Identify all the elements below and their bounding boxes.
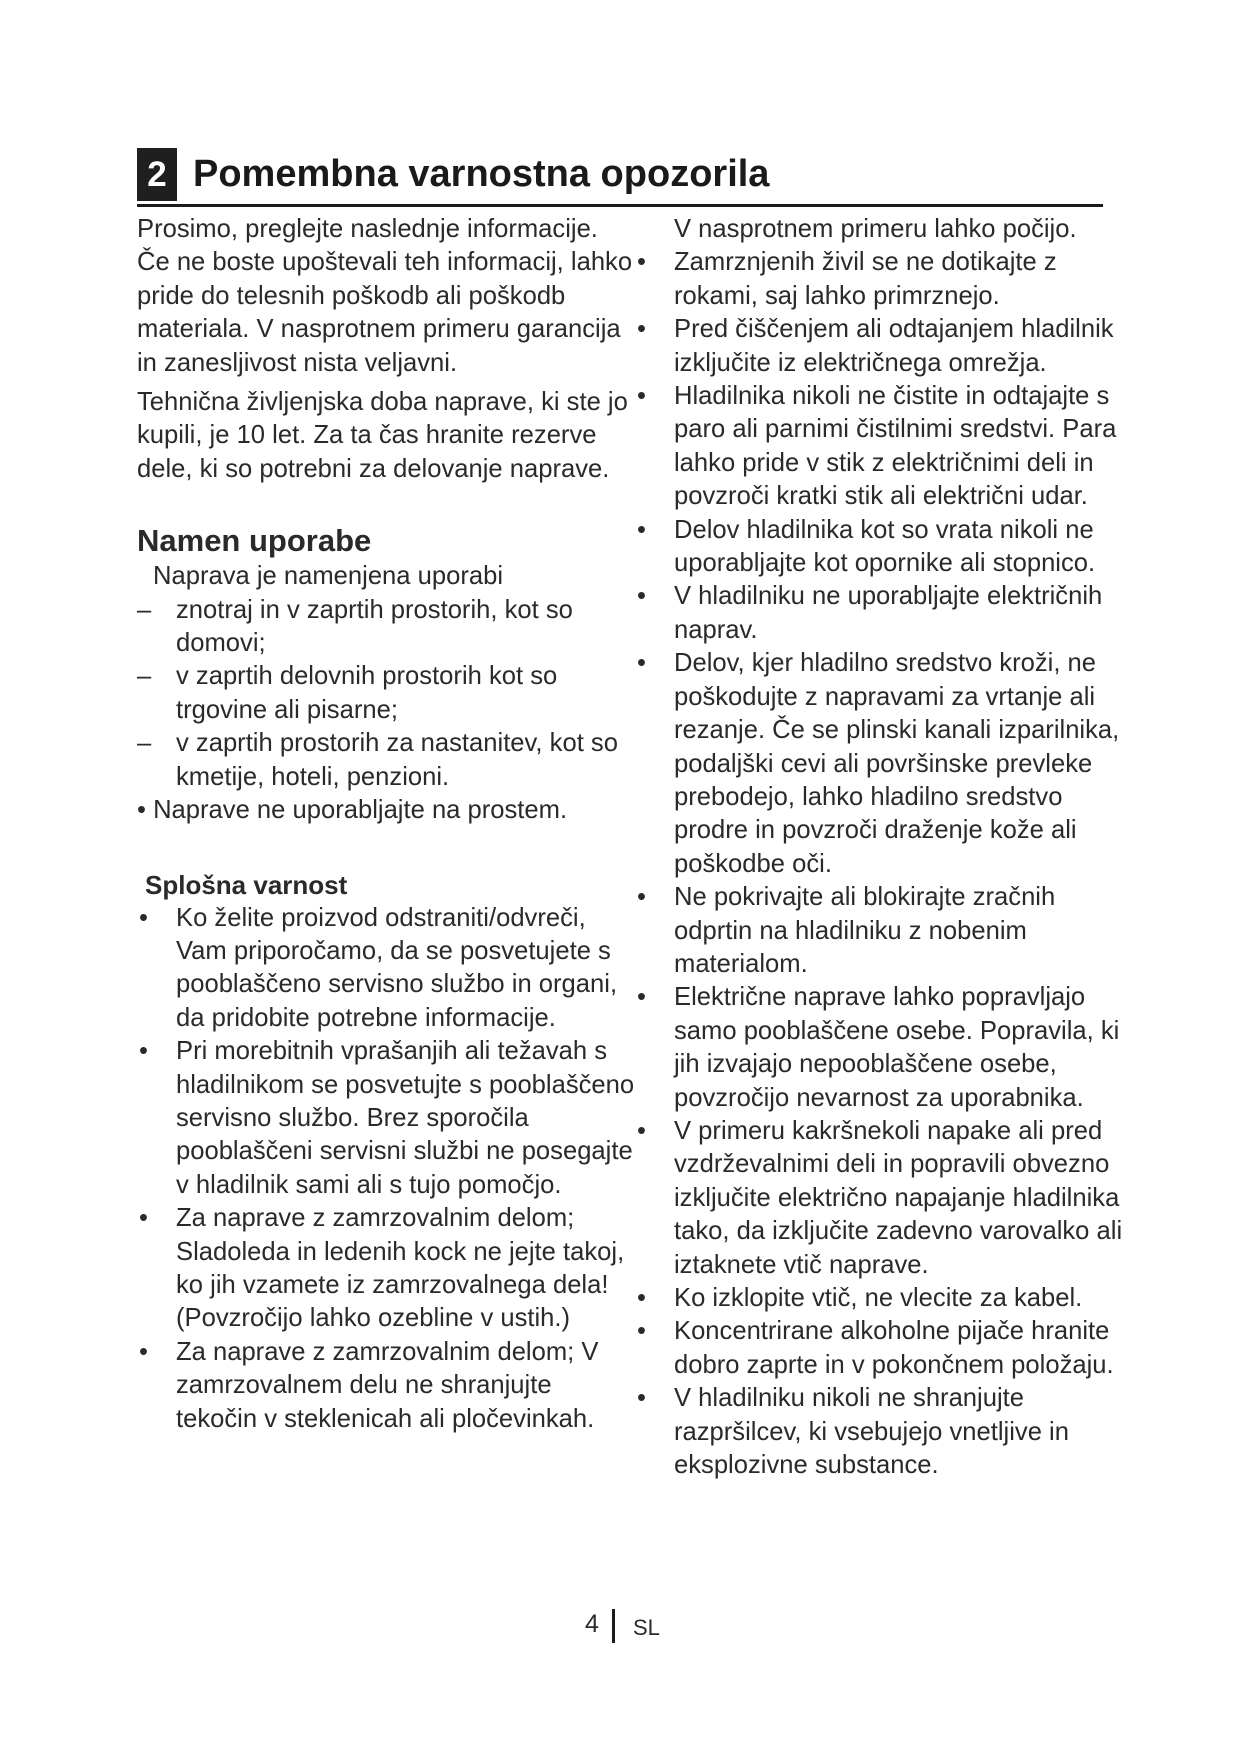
- intro-paragraph: Prosimo, preglejte naslednje informacije. Če ne boste upoštevali teh informacij, lahko pride do telesnih poškodb ali poškodb materiala. V nasprotnem primeru garancija in zanesljivost nista veljavni.: [137, 215, 633, 377]
- list-item: – znotraj in v zaprtih prostorih, kot so domovi;: [137, 594, 637, 661]
- list-item: • Pri morebitnih vprašanjih ali težavah s hladilnikom se posvetujte s pooblaščeno servisno službo. Brez sporočila pooblaščeni servisni službi ne posegajte v hladilnik sami ali s tujo pomočjo.: [137, 1035, 637, 1202]
- lifespan-paragraph: Tehnična življenjska doba naprave, ki ste jo kupili, je 10 let. Za ta čas hranite rezerve dele, ki so potrebni za delovanje naprave.: [137, 388, 628, 483]
- left-column: [137, 213, 637, 1436]
- page-separator: [612, 1609, 615, 1643]
- page-number: 4: [585, 1610, 599, 1638]
- list-item: – v zaprtih delovnih prostorih kot so trgovine ali pisarne;: [137, 660, 637, 727]
- page-footer: [0, 1607, 1241, 1647]
- right-column: [631, 213, 1131, 1482]
- list-item: • Hladilnika nikoli ne čistite in odtajajte s paro ali parnimi čistilnimi sredstvi. Para lahko pride v stik z električnimi deli in povzroči kratki stik ali električni udar.: [631, 380, 1131, 514]
- purpose-dash-list: [137, 594, 637, 794]
- section-title-general-safety: Splošna varnost: [145, 869, 348, 900]
- list-item: • V hladilniku nikoli ne shranjujte razpršilcev, ki vsebujejo vnetljive in eksplozivne substance.: [631, 1382, 1131, 1482]
- list-item: • Ne pokrivajte ali blokirajte zračnih odprtin na hladilniku z nobenim materialom.: [631, 881, 1131, 981]
- list-item: • Električne naprave lahko popravljajo samo pooblaščene osebe. Popravila, ki jih izvajajo nepooblaščene osebe, povzročijo nevarnost za uporabnika.: [631, 981, 1131, 1115]
- list-item: • V hladilniku ne uporabljajte električnih naprav.: [631, 580, 1131, 647]
- list-item: • Ko želite proizvod odstraniti/odvreči, Vam priporočamo, da se posvetujete s pooblaščeno servisno službo in organi, da pridobite potrebne informacije.: [137, 902, 637, 1036]
- general-safety-list: [137, 902, 637, 1437]
- chapter-title: Pomembna varnostna opozorila: [193, 153, 770, 195]
- list-item: – v zaprtih prostorih za nastanitev, kot so kmetije, hoteli, penzioni.: [137, 727, 637, 794]
- list-item: • Za naprave z zamrzovalnim delom; Sladoleda in ledenih kock ne jejte takoj, ko jih vzamete iz zamrzovalnega dela! (Povzročijo lahko ozebline v ustih.): [137, 1202, 637, 1336]
- purpose-lead: Naprava je namenjena uporabi: [153, 562, 504, 591]
- continuation-text: V nasprotnem primeru lahko počijo.: [674, 215, 1077, 243]
- list-item: • Koncentrirane alkoholne pijače hranite dobro zaprte in v pokončnem položaju.: [631, 1315, 1131, 1382]
- list-item: • Pred čiščenjem ali odtajanjem hladilnik izključite iz električnega omrežja.: [631, 313, 1131, 380]
- safety-list-continued: [631, 246, 1131, 1482]
- list-item: • Ko izklopite vtič, ne vlecite za kabel.: [631, 1282, 1131, 1315]
- chapter-heading: [137, 148, 1103, 207]
- purpose-outdoor-note: • Naprave ne uporabljajte na prostem.: [137, 796, 568, 825]
- section-title-purpose: Namen uporabe: [137, 523, 372, 559]
- list-item: • Delov hladilnika kot so vrata nikoli ne uporabljajte kot opornike ali stopnico.: [631, 514, 1131, 581]
- language-code: SL: [633, 1615, 660, 1640]
- chapter-number: 2: [137, 148, 177, 201]
- list-item: • Zamrznjenih živil se ne dotikajte z rokami, saj lahko primrznejo.: [631, 246, 1131, 313]
- list-item: • V primeru kakršnekoli napake ali pred vzdrževalnimi deli in popravili obvezno izključite električno napajanje hladilnika tako, da izključite zadevno varovalko ali iztaknete vtič naprave.: [631, 1115, 1131, 1282]
- list-item: • Za naprave z zamrzovalnim delom; V zamrzovalnem delu ne shranjujte tekočin v steklenicah ali pločevinkah.: [137, 1336, 637, 1436]
- list-item: • Delov, kjer hladilno sredstvo kroži, ne poškodujte z napravami za vrtanje ali rezanje. Če se plinski kanali izparilnika, podaljški cevi ali površinske prevleke prebodejo, lahko hladilno sredstvo prodre in povzroči draženje kože ali poškodbe oči.: [631, 647, 1131, 881]
